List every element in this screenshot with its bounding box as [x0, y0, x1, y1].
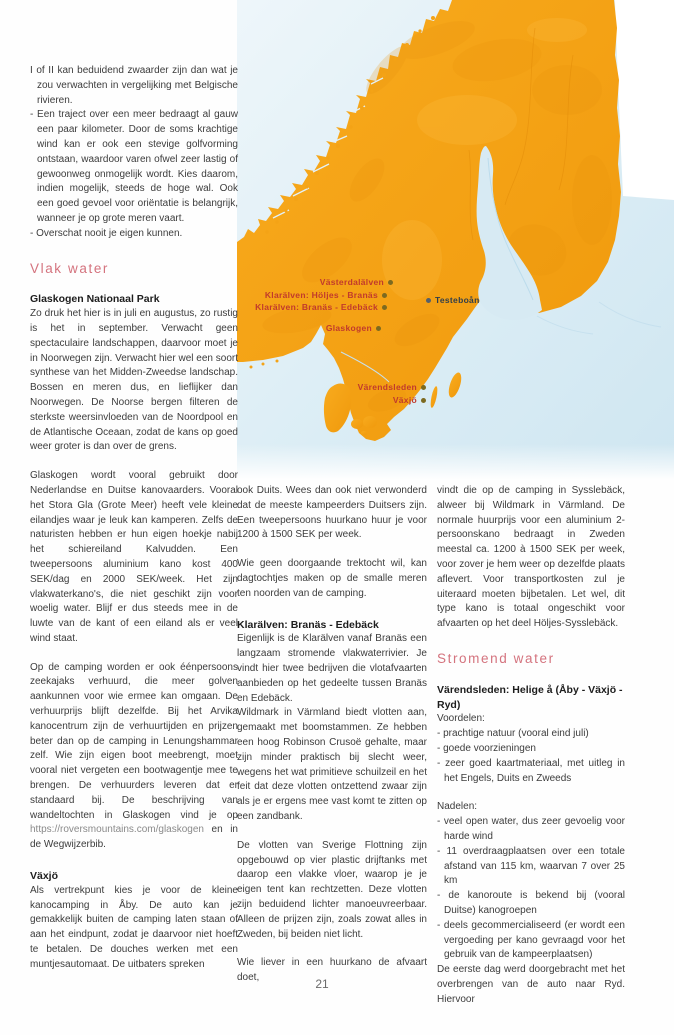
paragraph: Glaskogen wordt vooral gebruikt door Nederlandse en Duitse kanovaarders. Vooral het Stora Gla (Grote Meer) heeft vele kleine eilandjes waar je leuk kan kamperen. Zelfs de naturisten hebben er hun eigen hoekje nabij het schiereiland Kalvudden. Een tweepersoons aluminium kano kost 400 SEK/dag en 2000 SEK/week. Het zijn vlakwaterkano's, die niet geschikt zijn voor woelig water. Blijf er dus steeds mee in de luwte van de kant of een eiland als er veel wind staat.	[30, 470, 238, 644]
paragraph: Eigenlijk is de Klarälven vanaf Branäs een langzaam stromende vlakwaterrivier. Je vindt hier twee bedrijven die vlotafvaarten aanbieden op het gedeelte tussen Branäs en Edebäck.	[237, 633, 427, 704]
paragraph-text: en in de Wegwijzerbib.	[30, 824, 238, 851]
map-label-text: Glaskogen	[325, 323, 372, 333]
map-label-text: Värendsleden	[357, 382, 417, 392]
map-label-text: Västerdalälven	[319, 277, 384, 287]
map-label-klaralven-branas-edeback	[255, 302, 387, 312]
section-heading-vlak-water: Vlak water	[30, 260, 110, 276]
map-label-text: Växjö	[392, 395, 417, 405]
map-label-text: Klarälven: Branäs - Edebäck	[255, 302, 378, 312]
paragraph: Wie geen doorgaande trektocht wil, kan dagtochtjes maken op de smalle meren ten noorden van de camping.	[237, 558, 427, 599]
map-marker-dot	[382, 305, 387, 310]
paragraph: Wie liever in een huurkano de afvaart doet,	[237, 957, 427, 984]
page-number: 21	[315, 977, 329, 991]
cons-item: - veel open water, dus zeer gevoelig voor harde wind	[437, 816, 625, 842]
subsection-title-varendsleden: Värendsleden: Helige å (Åby - Växjö - Ryd)	[437, 683, 623, 711]
cons-item: - 11 overdraagplaatsen over een totale afstand van 115 km, waarvan 7 over 25 km	[437, 845, 625, 887]
right-column	[437, 484, 625, 1008]
map-graphic	[237, 0, 674, 480]
paragraph: ook Duits. Wees dan ook niet verwonderd dat de meeste kampeerders Duitsers zijn. Een tweepersoons huurkano huur je voor 1200 à 1500 SEK per week.	[237, 485, 427, 541]
section-heading-stromend-water: Stromend water	[437, 650, 555, 666]
cons-item: - de kanoroute is bekend bij (vooral Duitse) kanogroepen	[437, 890, 625, 916]
map-label-klaralven-holjes-branas	[265, 290, 387, 300]
map-marker-dot	[388, 280, 393, 285]
intro-item: - Overschat nooit je eigen kunnen.	[30, 227, 183, 239]
scandinavia-map	[237, 0, 674, 480]
pros-item: - goede voorzieningen	[437, 742, 536, 754]
map-label-text: Testeboån	[435, 295, 480, 305]
left-column	[30, 64, 238, 973]
map-label-text: Klarälven: Höljes - Branäs	[264, 290, 378, 300]
middle-column	[237, 484, 427, 986]
map-label-glaskogen	[326, 323, 381, 333]
paragraph-text: Op de camping worden er ook éénpersoons zeekajaks verhuurd, die meer golven aankunnen voor wie ermee kan omgaan. De verhuurprijs blijft dezelfde. Bij het Arvika kanocentrum zijn de verhuurtijden en prijzen beter dan op de camping in Lenungshammar zelf. Wie zijn eigen boot meebrengt, moet vooral niet vergeten een bootwagentje mee te brengen. De verhuurders leveren dat er standaard bij. De beschrijving van wandeltochten in Glaskogen vind je op	[30, 661, 238, 821]
cons-item: - deels gecommercialiseerd (er wordt een vergoeding per kano gevraagd voor het gebruik van de kampeerplaatsen)	[437, 919, 625, 961]
paragraph: Zo druk het hier is in juli en augustus, zo rustig is het in september. Verwacht geen spectaculaire landschappen, daarvoor moet je in Noorwegen zijn. Verwacht hier wel een soort synthese van het Midden-Zweedse landschap. Bossen en meren dus, en lieflijker dan Noorwegen. De Noorse bergen filteren de sterkste weersinvloeden van de Noordpool en de Atlantische Oceaan, zodat de kans op goed weer groter is dan over de grens.	[30, 308, 238, 453]
paragraph	[30, 661, 238, 853]
map-label-vasterdalalven	[320, 277, 393, 287]
pros-label: Voordelen:	[437, 713, 485, 725]
intro-item: I of II kan beduidend zwaarder zijn dan wat je zou verwachten in vergelijking met Belgische rivieren.	[30, 65, 238, 106]
paragraph: De vlotten van Sverige Flottning zijn opgebouwd op vier plastic drijftanks met daarop een vlakke vloer, waarop je je eigen tent kan rechtzetten. Deze vlotten zijn beduidend lichter manoeuvreerbaar. Alleen de prijzen zijn, zoals zowat alles in Zweden, bij beiden niet licht.	[237, 839, 427, 940]
map-label-testeboan	[426, 295, 480, 305]
subsection-title-vaxjo: Växjö	[30, 870, 59, 883]
glaskogen-url: https://roversmountains.com/glaskogen	[30, 824, 204, 836]
map-marker-dot	[426, 298, 431, 303]
pros-item: - prachtige natuur (vooral eind juli)	[437, 728, 589, 740]
map-marker-dot	[421, 385, 426, 390]
paragraph: vindt die op de camping in Sysslebäck, alweer bij Wildmark in Värmland. De normale huurprijs voor een aluminium 2-persoonskano bedraagt in Zweden meestal ca. 1200 à 1500 SEK per week, voor zover je hem weer op dezelfde plaats aflevert. Voor transportkosten zul je uiteraard moeten bijbetalen. Let wel, dit type kano is totaal ongeschikt voor afvaarten op het deel Höljes-Sysslebäck.	[437, 485, 625, 630]
paragraph: Wildmark in Värmland biedt vlotten aan, gemaakt met boomstammen. Ze hebben een hoog Robinson Crusoë gehalte, maar zijn minder praktisch bij slecht weer, wegens het wat primitieve schuilzeil en het feit dat deze vlotten ontzettend zwaar zijn als je er ergens mee vast komt te zitten op een zandbank.	[237, 707, 427, 822]
intro-item: - Een traject over een meer bedraagt al gauw een paar kilometer. Door de soms krachtige wind kan er ook een stevige golfvorming ontstaan, waardoor varen ofwel zeer lastig of gewoonweg onmogelijk wordt. Kies daarom, indien mogelijk, steeds de hoge wal. Ook een goed gevoel voor oriëntatie is belangrijk, wanneer je op grote meren vaart.	[30, 109, 238, 224]
subsection-title-glaskogen: Glaskogen Nationaal Park	[30, 293, 160, 306]
cons-label: Nadelen:	[437, 801, 478, 813]
map-marker-dot	[421, 398, 426, 403]
map-label-vaxjo	[393, 395, 426, 405]
map-label-varendsleden	[358, 382, 426, 392]
map-marker-dot	[376, 326, 381, 331]
paragraph: De eerste dag werd doorgebracht met het overbrengen van de auto naar Ryd. Hiervoor	[437, 964, 625, 1005]
map-marker-dot	[382, 293, 387, 298]
subsection-title-klaralven: Klarälven: Branäs - Edebäck	[237, 618, 379, 631]
paragraph: Als vertrekpunt kies je voor de kleine kanocamping in Åby. De auto kan je gemakkelijk buiten de camping laten staan of aan het eindpunt, zodat je daarvoor niet hoeft te betalen. De douches werken met een muntjesautomaat. De uitbaters spreken	[30, 884, 238, 970]
pros-item: - zeer goed kaartmateriaal, met uitleg in het Engels, Duits en Zweeds	[437, 757, 625, 784]
